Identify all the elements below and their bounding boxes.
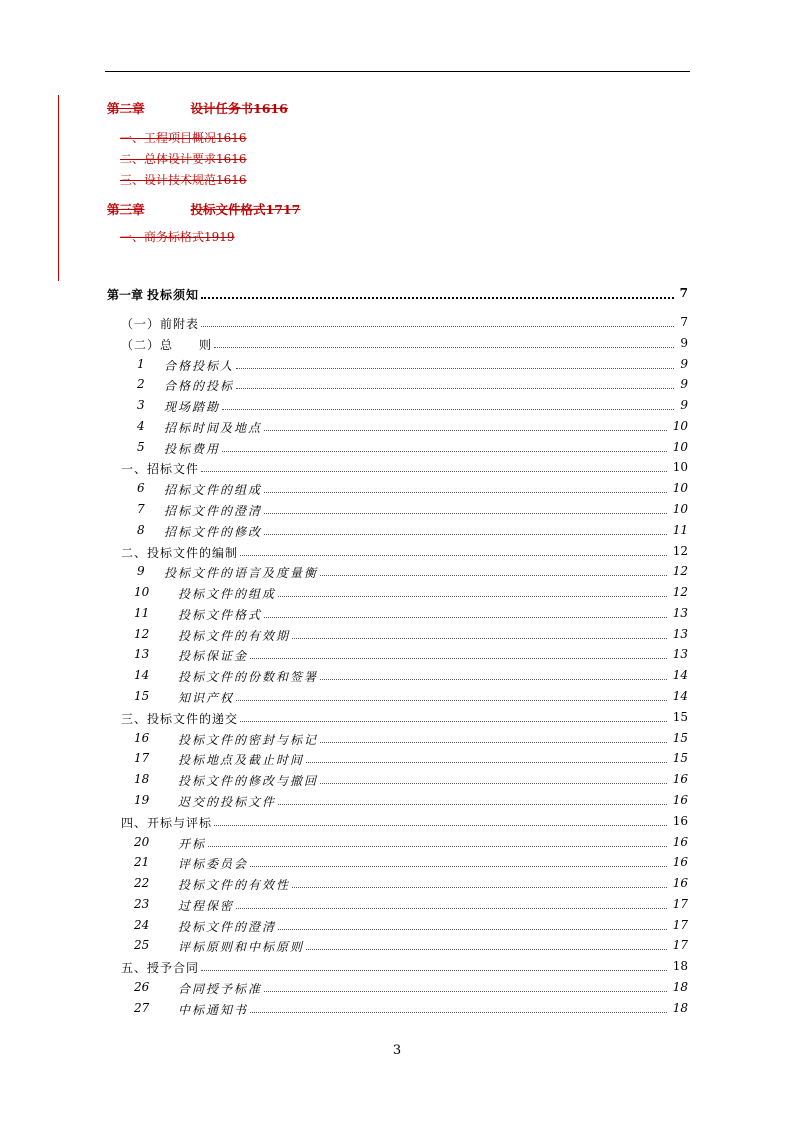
toc-dot-leader xyxy=(214,347,674,348)
toc-entry-number: 5 xyxy=(137,439,145,454)
toc-entry-number: 27 xyxy=(134,1000,150,1015)
toc-entry-number: 22 xyxy=(134,876,150,891)
toc-entry-number: 20 xyxy=(134,834,150,849)
toc-entry-label: 投标文件的语言及度量衡 xyxy=(164,566,319,581)
toc-entry-number: 2 xyxy=(137,377,145,392)
toc-entry-label: 招标时间及地点 xyxy=(164,420,263,435)
toc-entry-label: 评标原则和中标原则 xyxy=(178,940,305,955)
deleted-entry-label: 第二章 xyxy=(107,101,145,116)
toc-dot-leader xyxy=(264,492,667,493)
toc-entry-number: 6 xyxy=(137,481,145,496)
toc-dot-leader xyxy=(250,1012,667,1013)
toc-item-entry[interactable] xyxy=(0,876,794,892)
toc-entry-number: 16 xyxy=(134,730,150,745)
toc-dot-leader xyxy=(320,742,667,743)
toc-dot-leader xyxy=(201,297,674,299)
deleted-section-entry xyxy=(120,171,247,188)
page-number: 3 xyxy=(392,1043,402,1058)
toc-item-entry[interactable] xyxy=(0,647,794,663)
toc-entry-label: 合格的投标 xyxy=(164,379,235,394)
toc-item-entry[interactable] xyxy=(0,564,794,580)
toc-dot-leader xyxy=(250,658,667,659)
toc-dot-leader xyxy=(306,949,667,950)
toc-entry-page: 13 xyxy=(672,605,688,620)
toc-section-entry[interactable] xyxy=(0,460,794,476)
toc-entry-label: 投标文件的份数和签署 xyxy=(178,670,319,685)
toc-item-entry[interactable] xyxy=(0,835,794,851)
toc-dot-leader xyxy=(306,762,667,763)
toc-entry-page: 14 xyxy=(672,689,688,704)
deleted-entry-page: 1616 xyxy=(216,131,247,145)
toc-entry-label: 投标地点及截止时间 xyxy=(178,753,305,768)
toc-item-entry[interactable] xyxy=(0,357,794,373)
toc-item-entry[interactable] xyxy=(0,585,794,601)
toc-entry-number: 9 xyxy=(137,564,145,579)
toc-dot-leader xyxy=(236,700,667,701)
toc-entry-label: 投标文件的修改与撤回 xyxy=(178,774,319,789)
deleted-entry-page: 1919 xyxy=(204,230,235,244)
toc-item-entry[interactable] xyxy=(0,980,794,996)
toc-entry-page: 13 xyxy=(672,647,688,662)
toc-entry-label: 评标委员会 xyxy=(178,857,249,872)
toc-dot-leader xyxy=(320,679,667,680)
toc-entry-page: 10 xyxy=(672,460,688,475)
toc-entry-page: 12 xyxy=(672,543,688,558)
toc-entry-label: 合同授予标准 xyxy=(178,981,263,996)
toc-entry-label: 投标文件的澄清 xyxy=(178,919,277,934)
toc-entry-page: 17 xyxy=(672,896,688,911)
toc-entry-label: 四、开标与评标 xyxy=(121,815,213,830)
toc-entry-number: 17 xyxy=(134,751,150,766)
toc-item-entry[interactable] xyxy=(0,627,794,643)
toc-dot-leader xyxy=(201,970,667,971)
toc-entry-number: 第一章 xyxy=(107,288,144,302)
toc-item-entry[interactable] xyxy=(0,751,794,767)
toc-entry-number: 23 xyxy=(134,896,150,911)
toc-dot-leader xyxy=(222,451,667,452)
toc-entry-label: 现场踏勘 xyxy=(164,400,221,415)
toc-dot-leader xyxy=(278,804,667,805)
toc-entry-page: 10 xyxy=(672,502,688,517)
toc-entry-label: 投标费用 xyxy=(164,441,221,456)
toc-dot-leader xyxy=(264,534,667,535)
toc-dot-leader xyxy=(264,513,667,514)
toc-entry-label: 投标文件的有效性 xyxy=(178,878,291,893)
toc-entry-page: 9 xyxy=(680,335,688,350)
toc-entry-page: 9 xyxy=(680,377,688,392)
toc-entry-number: 14 xyxy=(134,668,150,683)
toc-item-entry[interactable] xyxy=(0,731,794,747)
toc-item-entry[interactable] xyxy=(0,377,794,393)
toc-entry-number: 11 xyxy=(134,605,150,620)
toc-section-entry[interactable] xyxy=(0,315,794,331)
toc-item-entry[interactable] xyxy=(0,938,794,954)
toc-entry-page: 16 xyxy=(672,813,688,828)
toc-entry-page: 11 xyxy=(672,522,688,537)
toc-entry-label: 招标文件的修改 xyxy=(164,524,263,539)
toc-entry-page: 10 xyxy=(672,439,688,454)
toc-entry-number: 26 xyxy=(134,979,150,994)
toc-dot-leader xyxy=(320,783,667,784)
revision-change-bar xyxy=(58,95,59,281)
deleted-entry-label: 三、设计技术规范 xyxy=(120,173,217,187)
toc-entry-page: 17 xyxy=(672,938,688,953)
toc-entry-number: 10 xyxy=(134,585,150,600)
toc-entry-number: 18 xyxy=(134,772,150,787)
toc-dot-leader xyxy=(292,887,667,888)
toc-entry-label: 三、投标文件的递交 xyxy=(121,711,239,726)
toc-section-entry[interactable] xyxy=(0,814,794,830)
deleted-entry-page: 1616 xyxy=(216,152,247,166)
toc-entry-page: 16 xyxy=(672,855,688,870)
toc-entry-number: 13 xyxy=(134,647,150,662)
toc-dot-leader xyxy=(264,617,667,618)
toc-entry-label: 投标保证金 xyxy=(178,649,249,664)
deleted-entry-title: 投标文件格式 xyxy=(190,202,266,217)
deleted-entry-label: 二、总体设计要求 xyxy=(120,152,217,166)
toc-dot-leader xyxy=(201,471,667,472)
toc-dot-leader xyxy=(264,991,667,992)
toc-entry-number: 19 xyxy=(134,792,150,807)
toc-entry-page: 13 xyxy=(672,626,688,641)
deleted-section-entry xyxy=(120,150,247,167)
toc-entry-page: 18 xyxy=(672,979,688,994)
toc-entry-page: 15 xyxy=(672,730,688,745)
header-rule xyxy=(105,71,690,72)
toc-entry-number: 24 xyxy=(134,917,150,932)
toc-entry-number: 4 xyxy=(137,418,145,433)
toc-entry-label: 五、授予合同 xyxy=(121,961,200,976)
toc-entry-number: 3 xyxy=(137,398,145,413)
deleted-entry-page: 1717 xyxy=(265,202,301,217)
toc-section-entry[interactable] xyxy=(0,544,794,560)
toc-item-entry[interactable] xyxy=(0,398,794,414)
toc-entry-label: 二、投标文件的编制 xyxy=(121,545,239,560)
toc-section-entry[interactable] xyxy=(0,959,794,975)
toc-dot-leader xyxy=(240,721,667,722)
toc-section-entry[interactable] xyxy=(0,710,794,726)
toc-entry-page: 16 xyxy=(672,876,688,891)
toc-item-entry[interactable] xyxy=(0,481,794,497)
toc-entry-label: 中标通知书 xyxy=(178,1002,249,1017)
toc-entry-page: 10 xyxy=(672,481,688,496)
toc-entry-label: 投标文件格式 xyxy=(178,607,263,622)
toc-entry-page: 16 xyxy=(672,772,688,787)
deleted-entry-title: 设计任务书 xyxy=(190,101,254,116)
deleted-entry-label: 一、工程项目概况 xyxy=(120,131,217,145)
toc-entry-page: 12 xyxy=(672,564,688,579)
toc-entry-page: 15 xyxy=(672,751,688,766)
toc-entry-page: 18 xyxy=(672,959,688,974)
toc-item-entry[interactable] xyxy=(0,419,794,435)
toc-dot-leader xyxy=(278,929,667,930)
toc-dot-leader xyxy=(236,368,674,369)
toc-dot-leader xyxy=(292,638,667,639)
toc-entry-page: 15 xyxy=(672,709,688,724)
toc-entry-page: 7 xyxy=(680,315,688,329)
toc-dot-leader xyxy=(264,430,667,431)
deleted-entry-page: 1616 xyxy=(253,101,288,116)
toc-entry-label: 合格投标人 xyxy=(164,358,235,373)
toc-item-entry[interactable] xyxy=(0,502,794,518)
deleted-entry-page: 1616 xyxy=(216,173,247,187)
deleted-entry-label: 一、商务标格式 xyxy=(120,230,205,244)
toc-section-entry[interactable] xyxy=(0,336,794,352)
deleted-section-entry xyxy=(120,228,235,245)
toc-entry-page: 12 xyxy=(672,585,688,600)
toc-item-entry[interactable] xyxy=(0,689,794,705)
toc-entry-page: 18 xyxy=(672,1000,688,1015)
toc-entry-number: 21 xyxy=(134,855,150,870)
toc-entry-page: 17 xyxy=(672,917,688,932)
toc-entry-label: 投标文件的组成 xyxy=(178,587,277,602)
toc-entry-label: （二）总 则 xyxy=(121,337,213,352)
toc-item-entry[interactable] xyxy=(0,606,794,622)
toc-item-entry[interactable] xyxy=(0,918,794,934)
toc-entry-number: 7 xyxy=(137,502,145,517)
toc-chapter-entry[interactable] xyxy=(0,286,794,302)
toc-entry-number: 15 xyxy=(134,689,150,704)
toc-entry-number: 12 xyxy=(134,626,150,641)
deleted-chapter-entry xyxy=(107,200,300,218)
deleted-entry-label: 第三章 xyxy=(107,202,145,217)
toc-entry-label: 一、招标文件 xyxy=(121,462,200,477)
toc-item-entry[interactable] xyxy=(0,855,794,871)
toc-dot-leader xyxy=(278,596,667,597)
toc-dot-leader xyxy=(208,846,667,847)
toc-item-entry[interactable] xyxy=(0,440,794,456)
toc-entry-label: 开标 xyxy=(178,836,207,851)
toc-entry-number: 1 xyxy=(137,356,145,371)
deleted-section-entry xyxy=(120,129,247,146)
toc-dot-leader xyxy=(214,825,667,826)
toc-entry-label: 招标文件的组成 xyxy=(164,483,263,498)
deleted-chapter-entry xyxy=(107,99,288,117)
toc-entry-label: 投标须知 xyxy=(147,288,200,302)
toc-item-entry[interactable] xyxy=(0,523,794,539)
toc-entry-label: 招标文件的澄清 xyxy=(164,504,263,519)
toc-entry-page: 16 xyxy=(672,834,688,849)
toc-dot-leader xyxy=(236,908,667,909)
toc-dot-leader xyxy=(222,409,674,410)
toc-dot-leader xyxy=(250,866,667,867)
toc-item-entry[interactable] xyxy=(0,1001,794,1017)
toc-dot-leader xyxy=(201,326,674,327)
toc-entry-number: 8 xyxy=(137,522,145,537)
toc-entry-label: （一）前附表 xyxy=(121,317,200,331)
toc-item-entry[interactable] xyxy=(0,897,794,913)
toc-entry-label: 投标文件的有效期 xyxy=(178,628,291,643)
toc-item-entry[interactable] xyxy=(0,772,794,788)
toc-dot-leader xyxy=(240,555,667,556)
toc-entry-label: 投标文件的密封与标记 xyxy=(178,732,319,747)
toc-dot-leader xyxy=(236,388,674,389)
toc-entry-label: 过程保密 xyxy=(178,898,235,913)
toc-entry-label: 迟交的投标文件 xyxy=(178,794,277,809)
toc-entry-label: 知识产权 xyxy=(178,691,235,706)
toc-dot-leader xyxy=(320,575,667,576)
toc-item-entry[interactable] xyxy=(0,668,794,684)
toc-entry-page: 16 xyxy=(672,792,688,807)
toc-item-entry[interactable] xyxy=(0,793,794,809)
toc-entry-number: 25 xyxy=(134,938,150,953)
toc-entry-page: 7 xyxy=(679,286,688,300)
toc-entry-page: 10 xyxy=(672,418,688,433)
toc-entry-page: 9 xyxy=(680,398,688,413)
toc-entry-page: 9 xyxy=(680,356,688,371)
toc-entry-page: 14 xyxy=(672,668,688,683)
